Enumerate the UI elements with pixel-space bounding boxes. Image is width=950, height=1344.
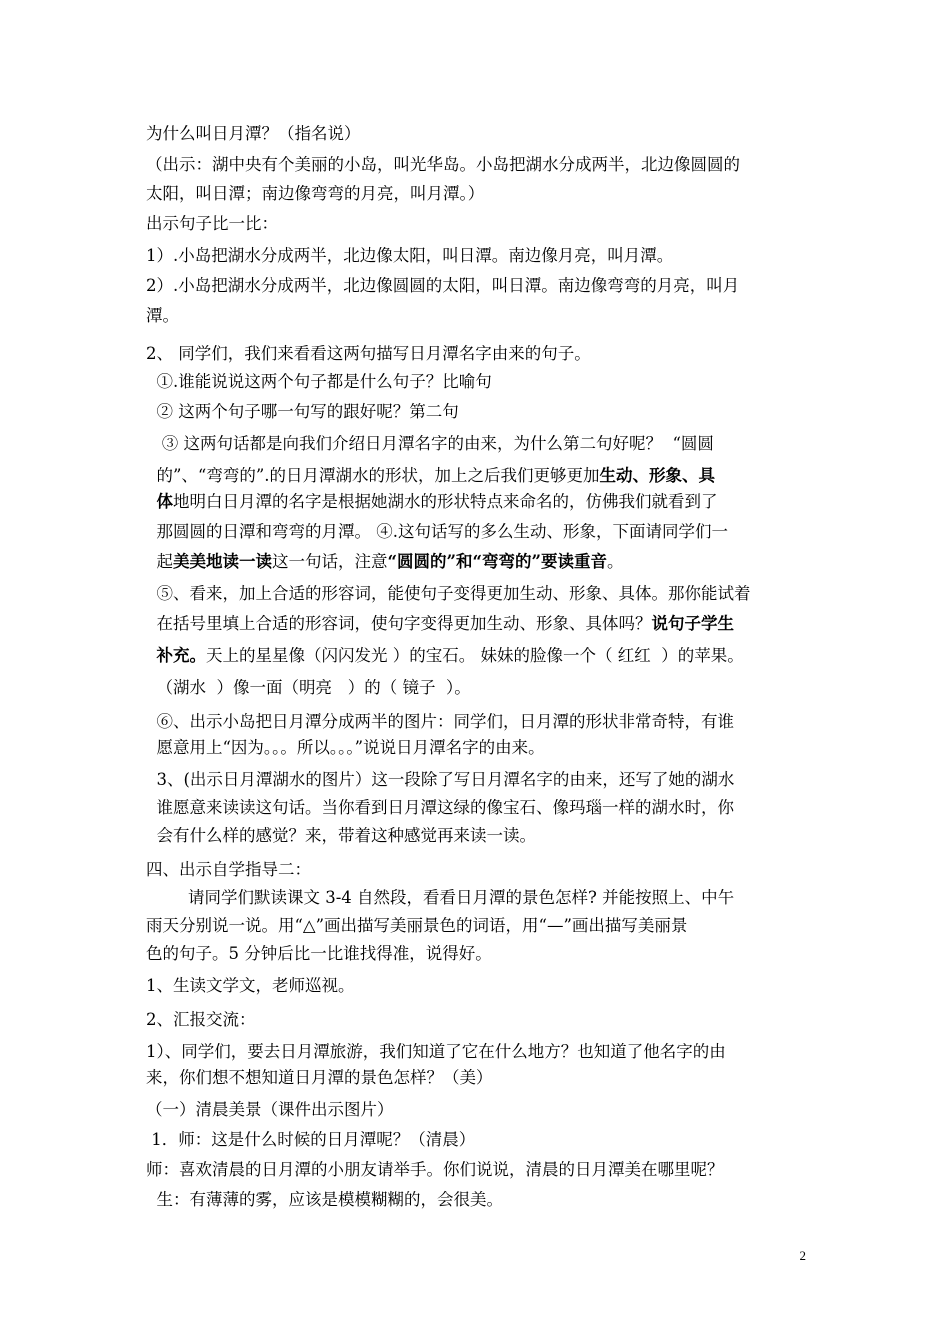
- text-run: 3、(出示日月潭湖水的图片）这一段除了写日月潭名字的由来，还写了她的湖水: [146, 770, 735, 789]
- text-line: [146, 552, 623, 572]
- text-line: [146, 434, 714, 454]
- text-line: [146, 944, 492, 964]
- text-run: ② 这两个句子哪一句写的跟好呢？第二句: [146, 402, 459, 421]
- text-run: 。: [606, 552, 624, 571]
- text-line: [146, 826, 536, 846]
- text-line: [146, 306, 179, 326]
- text-line: [146, 1160, 724, 1180]
- text-run: 地明白日月潭的名字是根据她湖水的形状特点来命名的，仿佛我们就看到了: [173, 492, 718, 511]
- text-line: [146, 1042, 726, 1062]
- text-line: [146, 976, 355, 996]
- text-line: [146, 770, 734, 790]
- text-run: ⑥、出示小岛把日月潭分成两半的图片：同学们，日月潭的形状非常奇特，有谁: [146, 712, 734, 731]
- text-line: [146, 712, 734, 732]
- text-run: 1、生读文学文，老师巡视。: [146, 976, 355, 995]
- text-run: 2、 同学们，我们来看看这两句描写日月潭名字由来的句子。: [146, 344, 591, 363]
- text-line: [146, 1100, 394, 1120]
- text-line: [146, 584, 751, 604]
- bold-text: 补充。: [156, 646, 206, 665]
- text-line: [146, 246, 673, 266]
- text-line: [146, 1010, 256, 1030]
- bold-text: 生动、形象、具: [599, 466, 716, 485]
- text-run: 四、出示自学指导二：: [146, 860, 311, 879]
- page-number: 2: [799, 1248, 806, 1263]
- bold-text: 体: [156, 492, 173, 511]
- text-run: （湖水 ）像一面（明亮 ）的（ 镜子 ）。: [146, 678, 471, 697]
- text-line: [146, 678, 471, 698]
- text-line: [146, 184, 484, 204]
- text-line: [146, 466, 715, 486]
- text-line: [146, 646, 744, 666]
- text-run: 出示句子比一比：: [146, 214, 278, 233]
- text-run: 2、汇报交流：: [146, 1010, 256, 1029]
- bold-text: “圆圆的”和“弯弯的”要读重音: [387, 552, 607, 571]
- text-run: 天上的星星像（闪闪发光 ）的宝石。 妹妹的脸像一个（ 红红 ）的苹果。: [206, 646, 744, 665]
- text-line: [146, 372, 492, 392]
- text-line: [146, 916, 687, 936]
- text-line: [146, 344, 591, 364]
- text-run: 1．师：这是什么时候的日月潭呢？（清晨）: [146, 1130, 476, 1149]
- text-line: [146, 798, 734, 818]
- bold-text: 说句子学生: [651, 614, 734, 633]
- text-run: 愿意用上“因为。。。所以。。。”说说日月潭名字的由来。: [146, 738, 545, 757]
- text-run: 1）、同学们，要去日月潭旅游，我们知道了它在什么地方？也知道了他名字的由: [146, 1042, 726, 1061]
- text-run: 起: [146, 552, 173, 571]
- text-run: 的”、“弯弯的”.的日月潭湖水的形状，加上之后我们更够更加: [146, 466, 600, 485]
- text-run: （出示：湖中央有个美丽的小岛，叫光华岛。小岛把湖水分成两半，北边像圆圆的: [146, 155, 740, 174]
- text-run: 色的句子。5 分钟后比一比谁找得准，说得好。: [146, 944, 492, 963]
- text-run: ⑤、看来，加上合适的形容词，能使句子变得更加生动、形象、具体。那你能试着: [146, 584, 751, 603]
- text-run: ③ 这两句话都是向我们介绍日月潭名字的由来，为什么第二句好呢？ “圆圆: [146, 434, 714, 453]
- text-run: 太阳，叫日潭；南边像弯弯的月亮，叫月潭。）: [146, 184, 485, 203]
- text-run: 谁愿意来读读这句话。当你看到日月潭这绿的像宝石、像玛瑙一样的湖水时，你: [146, 798, 734, 817]
- text-line: [146, 214, 278, 234]
- text-run: 这一句话，注意: [272, 552, 388, 571]
- text-run: 雨天分别说一说。用“△”画出描写美丽景色的词语，用“—”画出描写美丽景: [146, 916, 688, 935]
- text-run: ①.谁能说说这两个句子都是什么句子？比喻句: [146, 372, 492, 391]
- text-run: 在括号里填上合适的形容词，使句字变得更加生动、形象、具体吗？: [146, 614, 652, 633]
- text-line: [146, 860, 311, 880]
- text-run: 请同学们默读课文 3-4 自然段，看看日月潭的景色怎样? 并能按照上、中午: [146, 888, 735, 907]
- text-run: 那圆圆的日潭和弯弯的月潭。 ④.这句话写的多么生动、形象，下面请同学们一: [146, 522, 728, 541]
- text-run: 为什么叫日月潭？（指名说）: [146, 124, 361, 143]
- text-line: [146, 522, 728, 542]
- text-line: [146, 124, 361, 144]
- text-line: [146, 1068, 493, 1088]
- text-run: 师：喜欢清晨的日月潭的小朋友请举手。你们说说，清晨的日月潭美在哪里呢？: [146, 1160, 724, 1179]
- text-line: [146, 1130, 475, 1150]
- text-line: [146, 1190, 503, 1210]
- text-run: [146, 646, 157, 665]
- text-line: [146, 276, 739, 296]
- text-run: 1）.小岛把湖水分成两半，北边像太阳，叫日潭。南边像月亮，叫月潭。: [146, 246, 674, 265]
- text-run: [146, 492, 157, 511]
- text-run: 会有什么样的感觉？来，带着这种感觉再来读一读。: [146, 826, 536, 845]
- text-run: 来，你们想不想知道日月潭的景色怎样？（美）: [146, 1068, 493, 1087]
- text-run: 生：有薄薄的雾，应该是模模糊糊的，会很美。: [146, 1190, 503, 1209]
- text-run: 潭。: [146, 306, 179, 325]
- text-line: [146, 614, 734, 634]
- text-line: [146, 888, 734, 908]
- text-line: [146, 402, 459, 422]
- text-run: （一）清晨美景（课件出示图片）: [146, 1100, 394, 1119]
- text-run: 2）.小岛把湖水分成两半，北边像圆圆的太阳，叫日潭。南边像弯弯的月亮，叫月: [146, 276, 740, 295]
- text-line: [146, 492, 718, 512]
- text-line: [146, 155, 740, 175]
- text-line: [146, 738, 545, 758]
- bold-text: 美美地读一读: [173, 552, 272, 571]
